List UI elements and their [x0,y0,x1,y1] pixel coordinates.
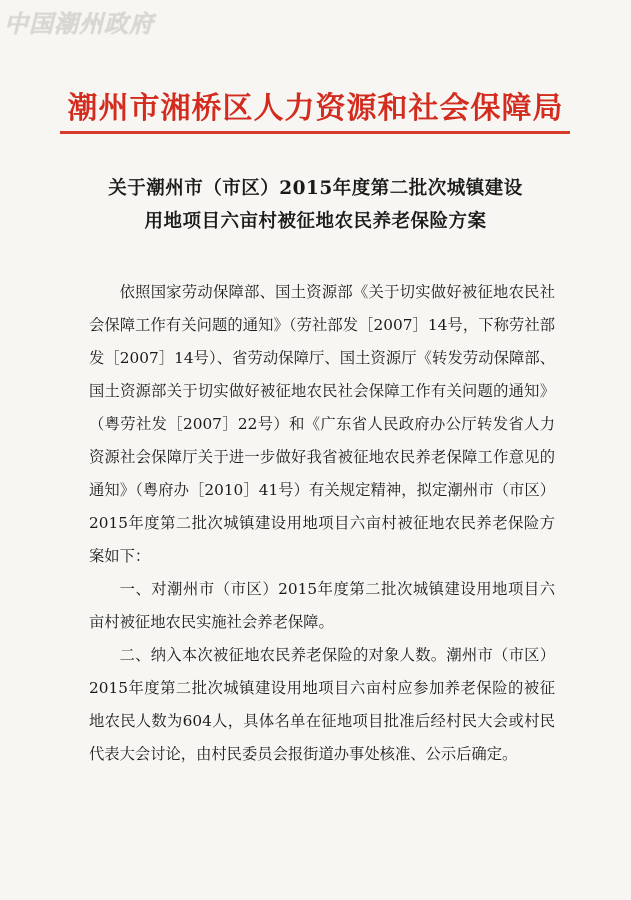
document-title-line-2: 用地项目六亩村被征地农民养老保险方案 [144,211,487,232]
document-title-line-1: 关于潮州市（市区）2015年度第二批次城镇建设 [108,178,523,199]
body-paragraph-item-1: 一、对潮州市（市区）2015年度第二批次城镇建设用地项目六亩村被征地农民实施社会养老保障。 [89,580,555,631]
masthead-divider [60,131,570,134]
body-paragraph-item-2: 二、纳入本次被征地农民养老保险的对象人数。潮州市（市区）2015年度第二批次城镇建设用地项目六亩村应参加养老保险的被征地农民人数为604人，具体名单在征地项目批准后经村民大会或村民代表大会讨论，由村民委员会报街道办事处核准、公示后确定。 [89,646,555,763]
body-paragraph-intro: 依照国家劳动保障部、国土资源部《关于切实做好被征地农民社会保障工作有关问题的通知》（劳社部发［2007］14号，下称劳社部发［2007］14号）、省劳动保障厅、国土资源厅《转发劳动保障部、国土资源部关于切实做好被征地农民社会保障工作有关问题的通知》（粤劳社发［2007］22号）和《广东省人民政府办公厅转发省人力资源社会保障厅关于进一步做好我省被征地农民养老保障工作意见的通知》（粤府办［2010］41号）有关规定精神，拟定潮州市（市区）2015年度第二批次城镇建设用地项目六亩村被征地农民养老保险方案如下： [89,283,555,565]
issuer-masthead: 潮州市湘桥区人力资源和社会保障局 [67,91,564,126]
document-title [0,172,631,238]
site-watermark: 中国潮州政府 [4,9,154,38]
document-body [89,276,555,771]
